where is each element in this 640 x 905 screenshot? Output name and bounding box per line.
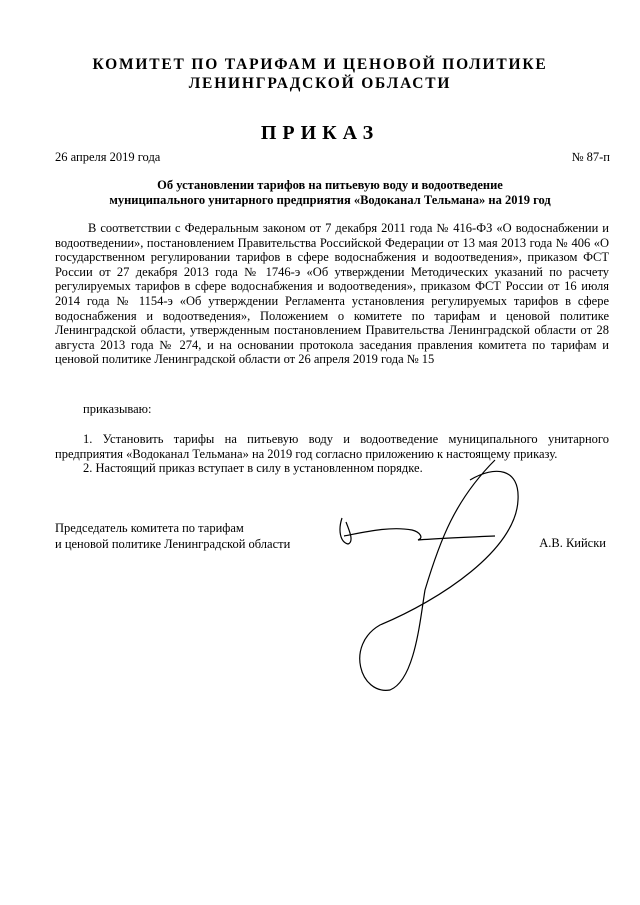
subject-line-1: Об установлении тарифов на питьевую воду и водоотведение [157,178,503,192]
preamble-paragraph: В соответствии с Федеральным законом от 7 декабря 2011 года № 416-ФЗ «О водоснабжении и водоотведении», постановлением Правительства Российской Федерации от 13 мая 2013 года № 406 «О государственном регулировании тарифов в сфере водоснабжения и водоотведения», приказом ФСТ России от 27 декабря 2013 года № 1746-э «Об утверждении Методических указаний по расчету регулируемых тарифов в сфере водоснабжения и водоотведения», приказом ФСТ России от 16 июля 2014 года № 1154-э «Об утверждении Регламента установления регулируемых тарифов в сфере водоснабжения и водоотведения», Положением о комитете по тарифам и ценовой политике Ленинградской области, утвержденным постановлением Правительства Ленинградской области от 28 августа 2013 года № 274, и на основании протокола заседания правления комитета по тарифам и ценовой политике Ленинградской области от 26 апреля 2019 года № 15 [55,221,609,367]
order-word: приказываю: [83,402,152,416]
order-item-1: 1. Установить тарифы на питьевую воду и водоотведение муниципального унитарного предприятия «Водоканал Тельмана» на 2019 год согласно приложению к настоящему приказу. [55,432,609,461]
organization-header [0,55,640,93]
signatory-title-line-2: и ценовой политике Ленинградской области [55,537,291,551]
signatory-title [55,520,290,552]
handwritten-signature [320,440,560,720]
document-type: ПРИКАЗ [260,122,380,144]
subject-line-2: муниципального унитарного предприятия «Водоканал Тельмана» на 2019 год [109,193,551,207]
document-date: 26 апреля 2019 года [55,150,161,164]
signatory-title-line-1: Председатель комитета по тарифам [55,521,244,535]
org-line-1: КОМИТЕТ ПО ТАРИФАМ И ЦЕНОВОЙ ПОЛИТИКЕ [92,56,548,73]
document-subject [50,178,610,208]
org-line-2: ЛЕНИНГРАДСКОЙ ОБЛАСТИ [188,75,452,92]
document-number: № 87-п [571,150,610,164]
order-item-2: 2. Настоящий приказ вступает в силу в установленном порядке. [83,461,423,476]
signatory-name: А.В. Кийски [539,536,606,550]
